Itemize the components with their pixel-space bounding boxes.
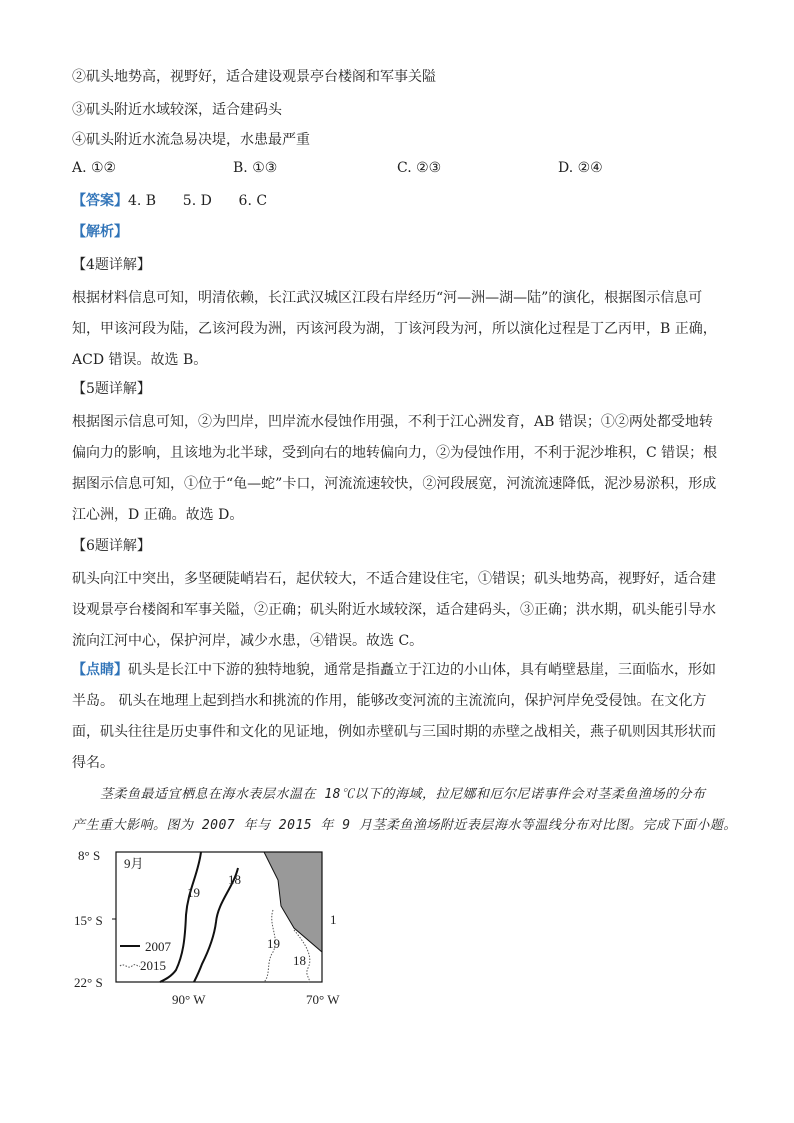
legend-2015-swatch <box>120 965 140 968</box>
lat-label: 8° S <box>78 848 101 863</box>
q4-line: 根据材料信息可知，明清依赖，长江武汉城区江段右岸经历“河—洲—湖—陆”的演化，根据图示信息可 <box>72 290 703 306</box>
q5-line: 江心洲，D 正确。故选 D。 <box>72 507 244 523</box>
q6-line: 设观景亭台楼阁和军事关隘，②正确；矶头附近水域较深，适合建码头，③正确；洪水期，矶头能引导水 <box>72 602 716 618</box>
lon-label: 70° W <box>306 992 340 1007</box>
option-d: D. ②④ <box>558 160 603 176</box>
q4-line: 知，甲该河段为陆，乙该河段为洲，丙该河段为湖，丁该河段为河，所以演化过程是丁乙丙甲，B 正确， <box>72 321 717 337</box>
question-intro <box>72 779 742 841</box>
isotherm-label: 19 <box>267 936 280 951</box>
isotherm-label: 18 <box>293 953 306 968</box>
comment-line: 面，矶头往往是历史事件和文化的见证地，例如赤壁矶与三国时期的赤壁之战相关，燕子矶则因其形状而 <box>72 724 716 740</box>
q5-line: 据图示信息可知，①位于“龟—蛇”卡口，河流流速较快，②河段展宽，河流流速降低，泥沙易淤积，形成 <box>72 476 717 492</box>
q6-line: 流向江河中心，保护河岸，减少水患，④错误。故选 C。 <box>72 633 424 649</box>
comment-line: 得名。 <box>72 755 114 771</box>
q4-body <box>72 283 722 376</box>
q6-body <box>72 564 722 657</box>
isotherm-2007-19 <box>160 852 201 982</box>
legend-2015: 2015 <box>140 958 166 973</box>
q5-line: 根据图示信息可知，②为凹岸，凹岸流水侵蚀作用强，不利于江心洲发育，AB 错误；①②两处都受地转 <box>72 414 713 430</box>
intro-text: 茎柔鱼最适宜栖息在海水表层水温在 18℃以下的海域，拉尼娜和厄尔尼诺事件会对茎柔鱼渔场的分布 <box>100 787 706 802</box>
lat-label: 22° S <box>74 975 103 990</box>
intro-line <box>72 779 742 810</box>
q5-line: 偏向力的影响，且该地为北半球，受到向右的地转偏向力，②为侵蚀作用，不利于泥沙堆积，C 错误；根 <box>72 445 718 461</box>
isotherm-map <box>68 840 358 1010</box>
comment-body <box>72 655 722 779</box>
isotherm-label: 18 <box>228 872 241 887</box>
intro-line: 产生重大影响。图为 2007 年与 2015 年 9 月茎柔鱼渔场附近表层海水等温线分布对比图。完成下面小题。 <box>72 818 737 833</box>
answer-line <box>72 191 267 211</box>
q4-line: ACD 错误。故选 B。 <box>72 352 208 368</box>
legend-2007: 2007 <box>145 939 171 954</box>
statement-3: ③矶头附近水域较深，适合建码头 <box>72 102 282 118</box>
statement-2: ②矶头地势高，视野好，适合建设观景亭台楼阁和军事关隘 <box>72 69 436 85</box>
statement-4: ④矶头附近水流急易决堤，水患最严重 <box>72 132 310 148</box>
answer-options <box>72 160 722 180</box>
answer-label: 【答案】 <box>72 193 128 209</box>
comment-label: 【点睛】 <box>72 662 128 678</box>
comment-text: 矶头是长江中下游的独特地貌，通常是指矗立于江边的小山体，具有峭壁悬崖，三面临水，形如 <box>128 662 716 678</box>
analysis-label: 【解析】 <box>72 224 128 240</box>
q5-heading: 【5题详解】 <box>72 381 151 397</box>
option-b: B. ①③ <box>233 160 278 176</box>
lat-label: 15° S <box>74 913 103 928</box>
q5-body <box>72 407 722 531</box>
q4-heading: 【4题详解】 <box>72 257 151 273</box>
q6-line: 矶头向江中突出，多坚硬陡峭岩石，起伏较大，不适合建设住宅，①错误；矶头地势高，视野好，适合建 <box>72 571 716 587</box>
lon-label: 90° W <box>172 992 206 1007</box>
comment-line: 半岛。 矶头在地理上起到挡水和挑流的作用，能够改变河流的主流流向，保护河岸免受侵蚀。在文化方 <box>72 693 707 709</box>
isotherm-label: 19 <box>187 885 200 900</box>
comment-line <box>72 655 722 686</box>
map-month: 9月 <box>124 856 144 871</box>
option-c: C. ②③ <box>397 160 442 176</box>
q6-heading: 【6题详解】 <box>72 538 151 554</box>
edge-label: 1 <box>330 912 337 927</box>
answer-text: 4. B 5. D 6. C <box>128 193 268 209</box>
option-a: A. ①② <box>72 160 117 176</box>
